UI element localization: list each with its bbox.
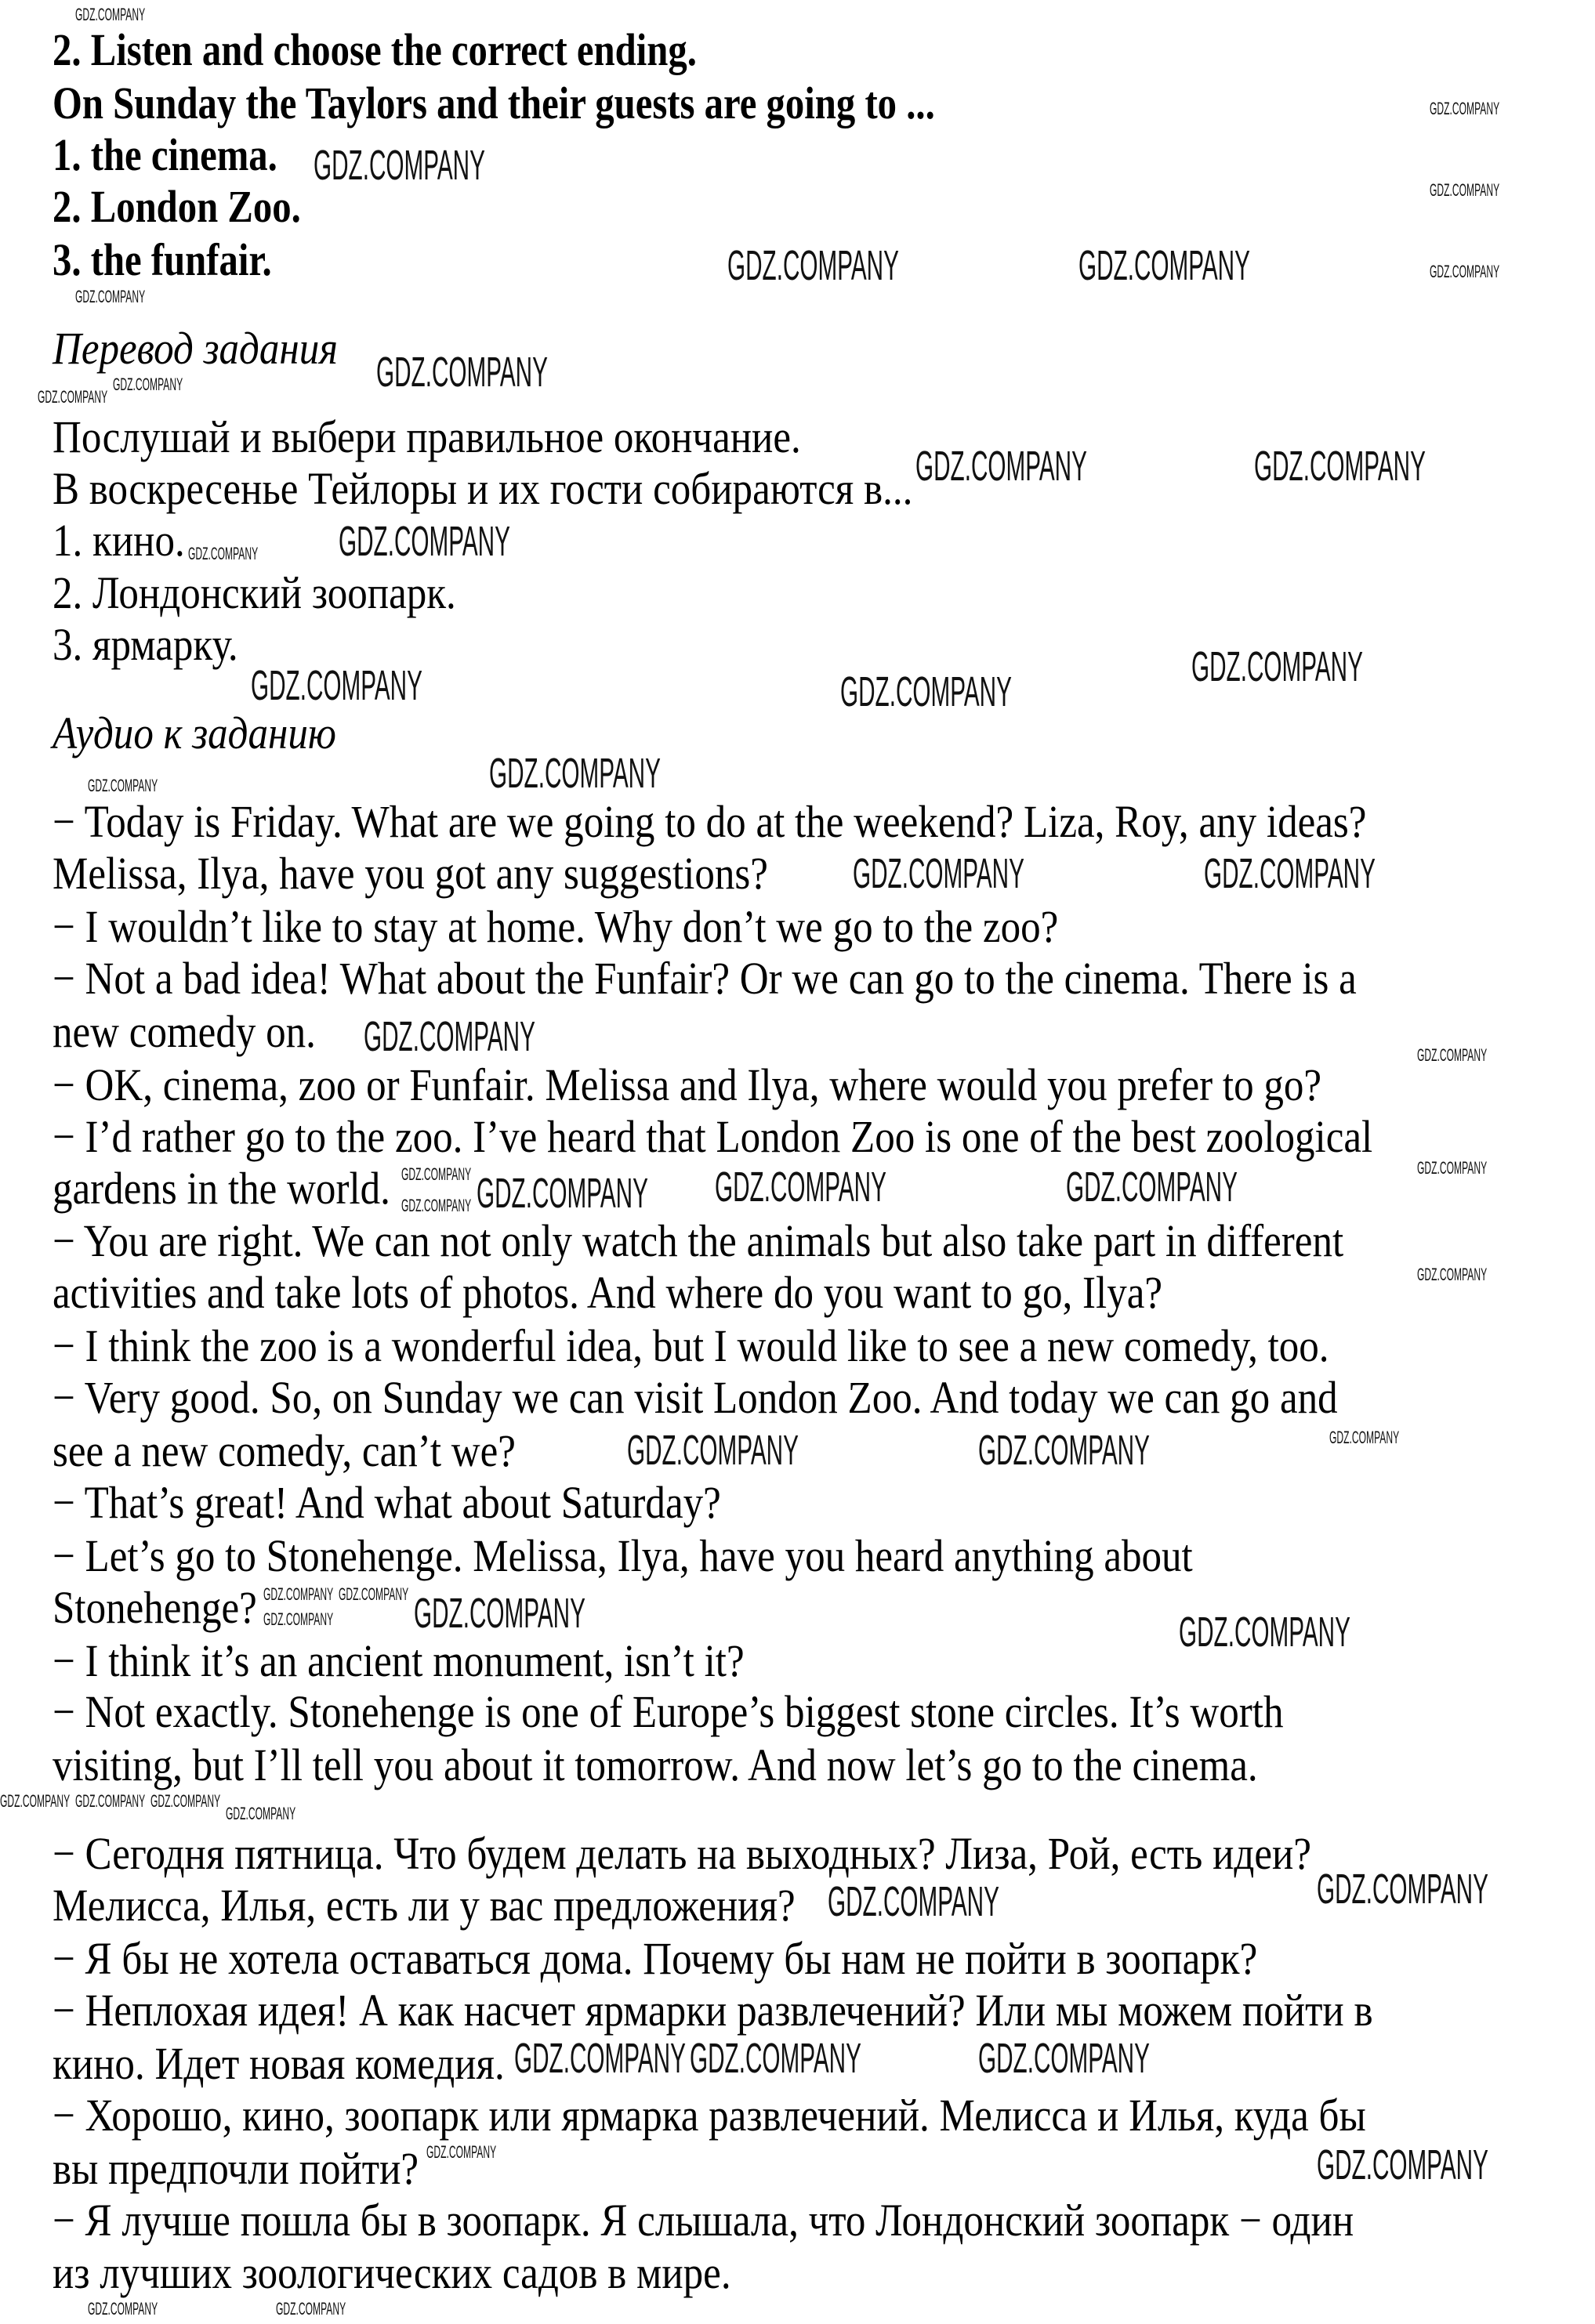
watermark: GDZ.COMPANY [978,2035,1150,2082]
dialogue-line-en: − I wouldn’t like to stay at home. Why don’t we go to the zoo? [53,901,1059,952]
task-title: 2. Listen and choose the correct ending. [53,24,697,75]
dialogue-line-ru: − Сегодня пятница. Что будем делать на выходных? Лиза, Рой, есть идеи? [53,1828,1311,1879]
dialogue-line-en: − I think it’s an ancient monument, isn’t it? [53,1635,745,1686]
translation-line: В воскресенье Тейлоры и их гости собираются в... [53,463,913,514]
watermark: GDZ.COMPANY [853,850,1024,897]
dialogue-line-ru: кино. Идет новая комедия. [53,2038,505,2089]
watermark: GDZ.COMPANY [364,1013,535,1060]
translation-line: 2. Лондонский зоопарк. [53,567,456,618]
dialogue-line-en: − Let’s go to Stonehenge. Melissa, Ilya, have you heard anything about [53,1530,1193,1581]
watermark: GDZ.COMPANY [1417,1265,1488,1284]
watermark: GDZ.COMPANY [1430,262,1500,281]
dialogue-line-ru: из лучших зоологических садов в мире. [53,2247,731,2298]
watermark: GDZ.COMPANY [263,1609,334,1629]
dialogue-line-ru: − Я бы не хотела оставаться дома. Почему бы нам не пойти в зоопарк? [53,1933,1258,1984]
watermark: GDZ.COMPANY [339,1584,409,1604]
watermark: GDZ.COMPANY [1317,2141,1488,2188]
dialogue-line-en: visiting, but I’ll tell you about it tomorrow. And now let’s go to the cinema. [53,1739,1258,1790]
dialogue-line-en: − I’d rather go to the zoo. I’ve heard that London Zoo is one of the best zoological [53,1111,1373,1162]
watermark: GDZ.COMPANY [376,349,548,396]
watermark: GDZ.COMPANY [263,1584,334,1604]
watermark: GDZ.COMPANY [75,5,146,24]
watermark: GDZ.COMPANY [1329,1428,1400,1447]
watermark: GDZ.COMPANY [88,776,158,795]
dialogue-line-en: gardens in the world. [53,1163,390,1214]
watermark: GDZ.COMPANY [38,387,108,407]
watermark: GDZ.COMPANY [489,750,661,797]
watermark: GDZ.COMPANY [339,518,510,565]
watermark: GDZ.COMPANY [188,544,259,563]
watermark: GDZ.COMPANY [113,375,183,394]
dialogue-line-ru: − Хорошо, кино, зоопарк или ярмарка развлечений. Мелисса и Илья, куда бы [53,2090,1366,2141]
watermark: GDZ.COMPANY [1430,180,1500,200]
watermark: GDZ.COMPANY [0,1791,71,1811]
watermark: GDZ.COMPANY [915,443,1087,490]
dialogue-line-en: − Not exactly. Stonehenge is one of Europe’s biggest stone circles. It’s worth [53,1686,1284,1737]
watermark: GDZ.COMPANY [690,2035,861,2082]
watermark: GDZ.COMPANY [727,242,899,289]
dialogue-line-en: − OK, cinema, zoo or Funfair. Melissa and Ilya, where would you prefer to go? [53,1059,1322,1110]
dialogue-line-en: − Very good. So, on Sunday we can visit London Zoo. And today we can go and [53,1372,1338,1423]
watermark: GDZ.COMPANY [1417,1045,1488,1065]
watermark: GDZ.COMPANY [1179,1609,1350,1656]
watermark: GDZ.COMPANY [1078,242,1250,289]
dialogue-line-ru: Мелисса, Илья, есть ли у вас предложения? [53,1880,796,1931]
dialogue-line-en: Melissa, Ilya, have you got any suggestions? [53,848,768,899]
watermark: GDZ.COMPANY [150,1791,221,1811]
watermark: GDZ.COMPANY [1317,1866,1488,1913]
watermark: GDZ.COMPANY [840,668,1012,715]
watermark: GDZ.COMPANY [1204,850,1376,897]
audio-heading: Аудио к заданию [53,708,336,758]
translation-line: 1. кино. [53,515,185,566]
watermark: GDZ.COMPANY [514,2035,686,2082]
watermark: GDZ.COMPANY [75,1791,146,1811]
watermark: GDZ.COMPANY [1066,1164,1238,1211]
watermark: GDZ.COMPANY [1417,1158,1488,1178]
watermark: GDZ.COMPANY [1191,643,1363,690]
dialogue-line-en: − You are right. We can not only watch the animals but also take part in different [53,1215,1344,1266]
dialogue-line-ru: − Я лучше пошла бы в зоопарк. Я слышала, что Лондонский зоопарк − один [53,2195,1354,2246]
dialogue-line-en: − That’s great! And what about Saturday? [53,1477,721,1528]
translation-heading: Перевод задания [53,323,338,374]
watermark: GDZ.COMPANY [414,1590,585,1637]
watermark: GDZ.COMPANY [978,1427,1150,1474]
watermark: GDZ.COMPANY [251,662,422,709]
watermark: GDZ.COMPANY [828,1878,999,1925]
dialogue-line-ru: вы предпочли пойти? [53,2143,419,2194]
dialogue-line-en: new comedy on. [53,1006,316,1057]
watermark: GDZ.COMPANY [1430,99,1500,118]
dialogue-line-en: − I think the zoo is a wonderful idea, but I would like to see a new comedy, too. [53,1320,1329,1371]
watermark: GDZ.COMPANY [75,287,146,306]
watermark: GDZ.COMPANY [477,1170,648,1217]
answer-option: 3. the funfair. [53,234,272,285]
dialogue-line-en: Stonehenge? [53,1582,257,1633]
translation-line: 3. ярмарку. [53,619,238,670]
dialogue-line-en: − Not a bad idea! What about the Funfair? Or we can go to the cinema. There is a [53,953,1357,1004]
dialogue-line-en: activities and take lots of photos. And where do you want to go, Ilya? [53,1267,1163,1318]
watermark: GDZ.COMPANY [426,2142,497,2162]
dialogue-line-ru: − Неплохая идея! А как насчет ярмарки развлечений? Или мы можем пойти в [53,1985,1373,2036]
answer-option: 1. the cinema. [53,129,277,180]
watermark: GDZ.COMPANY [314,142,485,189]
watermark: GDZ.COMPANY [401,1196,472,1215]
translation-line: Послушай и выбери правильное окончание. [53,411,801,462]
watermark: GDZ.COMPANY [715,1164,886,1211]
dialogue-line-en: − Today is Friday. What are we going to do at the weekend? Liza, Roy, any ideas? [53,796,1367,847]
watermark: GDZ.COMPANY [88,2299,158,2319]
task-prompt: On Sunday the Taylors and their guests are going to ... [53,78,935,129]
watermark: GDZ.COMPANY [627,1427,799,1474]
dialogue-line-en: see a new comedy, can’t we? [53,1425,516,1476]
watermark: GDZ.COMPANY [276,2299,346,2319]
watermark: GDZ.COMPANY [226,1804,296,1823]
answer-option: 2. London Zoo. [53,181,301,232]
watermark: GDZ.COMPANY [401,1164,472,1184]
watermark: GDZ.COMPANY [1254,443,1426,490]
